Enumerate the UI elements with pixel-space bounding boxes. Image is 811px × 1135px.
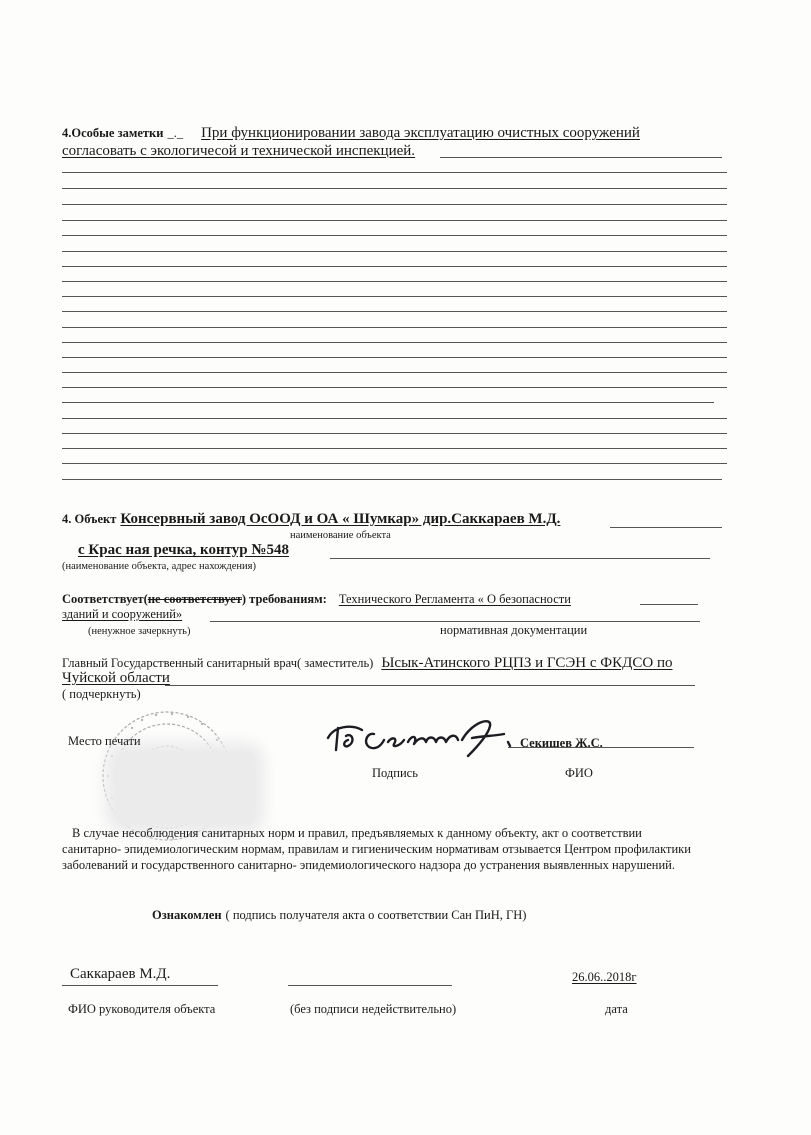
blank-line (62, 357, 727, 358)
signature-image (322, 712, 522, 762)
notes-underline-tail (440, 157, 722, 158)
acknowledgement-row (152, 906, 526, 924)
conformity-underline-tail-2 (210, 621, 700, 622)
blank-line (62, 188, 727, 189)
fio-caption: ФИО (565, 766, 593, 780)
acknowledgement-text: ( подпись получателя акта о соответствии Сан ПиН, ГН) (225, 908, 527, 922)
date-value: 26.06..2018г (572, 970, 637, 984)
signer-name: Секишев Ж.С. (520, 736, 603, 750)
object-name-caption: наименование объекта (290, 530, 391, 541)
doctor-underline-tail (165, 685, 695, 686)
footer-signature-caption: (без подписи недействительно) (290, 1002, 457, 1016)
blank-line (62, 204, 727, 205)
conformity-struck: не соответствует (147, 592, 242, 606)
blank-line (62, 372, 727, 373)
blank-line (62, 311, 727, 312)
signature-caption: Подпись (372, 766, 418, 780)
date-caption: дата (605, 1002, 628, 1016)
doctor-caption: ( подчеркнуть) (62, 687, 141, 701)
blank-line (62, 342, 727, 343)
blank-line (62, 296, 727, 297)
notes-label: 4.Особые заметки (62, 126, 164, 140)
notes-line-2: согласовать с экологичесой и технической инспекцией. (62, 143, 416, 159)
blank-line (62, 220, 727, 221)
blank-line (62, 479, 722, 480)
blank-line (62, 448, 727, 449)
manager-name: Саккараев М.Д. (70, 966, 171, 982)
acknowledgement-label: Ознакомлен (152, 908, 222, 922)
stamp-redaction (115, 752, 255, 824)
disclaimer-line-1: В случае несоблюдения санитарных норм и правил, предъявляемых к данному объекту, акт о соответствии (72, 826, 642, 840)
address-underline-tail (330, 558, 710, 559)
object-address: с Крас ная речка, контур №548 (78, 542, 289, 558)
blank-line (62, 266, 727, 267)
blank-line (62, 251, 727, 252)
object-label: 4. Объект (62, 512, 117, 526)
conformity-row (62, 590, 571, 608)
blank-line (62, 387, 727, 388)
blank-line (62, 172, 727, 173)
stamp-label: Место печати (68, 734, 141, 748)
doctor-label: Главный Государственный санитарный врач( заместитель) (62, 656, 374, 670)
conformity-value-line-2: зданий и сооружений» (62, 607, 183, 621)
blank-line (62, 402, 714, 403)
notes-row-2 (62, 142, 415, 160)
blank-line (62, 327, 727, 328)
object-underline-tail (610, 527, 722, 528)
conformity-caption-left: (ненужное зачеркнуть) (88, 626, 191, 637)
blank-line (62, 281, 727, 282)
manager-caption: ФИО руководителя объекта (68, 1002, 216, 1016)
blank-line (62, 235, 727, 236)
disclaimer-line-3: заболеваний и государственного санитарно- эпидемиологического надзора до устранения выявленных нарушений. (62, 858, 675, 872)
blank-line (62, 418, 727, 419)
blank-line (62, 463, 727, 464)
conformity-suffix: ) требованиям: (241, 592, 327, 606)
doctor-value-line-2: Чуйской области (62, 670, 170, 686)
disclaimer-line-2: санитарно- эпидемиологическим нормам, правилам и гигиеническим нормативам отзывается Центром профилактики (62, 842, 691, 856)
doctor-value-line-1: Ысык-Атинского РЦПЗ и ГСЭН с ФКДСО по (381, 655, 673, 671)
conformity-underline-tail (640, 604, 698, 605)
signer-underline (508, 747, 694, 748)
object-row (62, 510, 560, 528)
conformity-value-line-1: Технического Регламента « О безопасности (338, 592, 571, 606)
signature-line (288, 985, 452, 986)
notes-line-1: При функционировании завода эксплуатацию очистных сооружений (201, 125, 640, 141)
conformity-prefix: Соответствует( (62, 592, 148, 606)
notes-row (62, 124, 640, 142)
object-name: Консервный завод ОсООД и ОА « Шумкар» дир.Саккараев М.Д. (120, 511, 561, 527)
notes-dot: _._ (167, 126, 184, 140)
object-address-caption: (наименование объекта, адрес нахождения) (62, 561, 256, 572)
manager-underline (62, 985, 218, 986)
blank-line (62, 433, 727, 434)
conformity-caption-right: нормативная документации (440, 623, 588, 637)
